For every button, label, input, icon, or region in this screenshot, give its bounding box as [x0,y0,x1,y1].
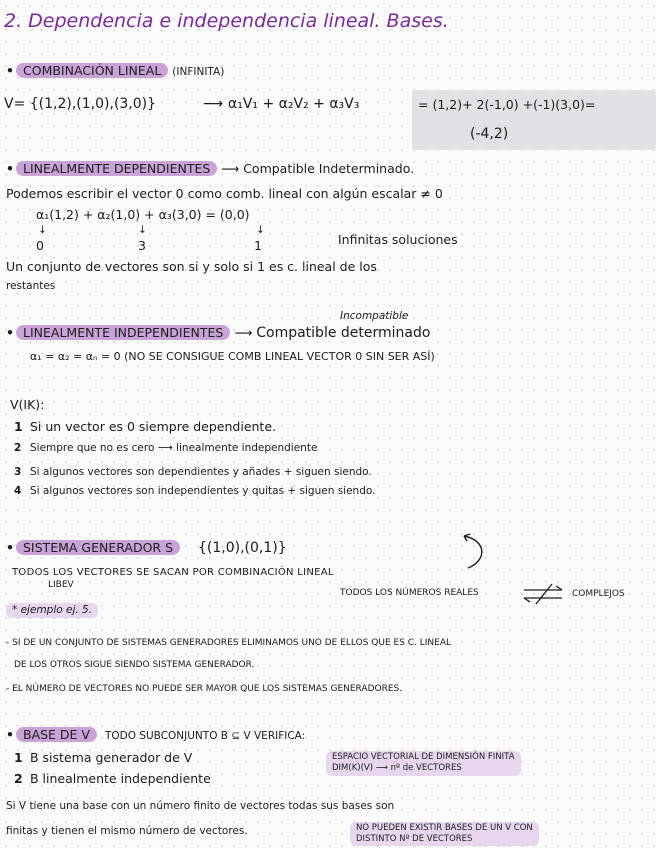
page-title: 2. Dependencia e independencia lineal. Bases. [4,10,449,32]
dep-line2: Un conjunto de vectores son si y solo si 1 es c. lineal de los [6,259,377,274]
gen-example: * ejemplo ej. 5. [6,603,98,618]
indep-header-row [6,325,430,343]
bullet: • [6,727,14,742]
dep-type: Compatible Indeterminado. [243,161,415,176]
comb-header: COMBINACIÓN LINEAL [16,63,168,78]
indep-arrow: ⟶ [234,325,253,340]
down-arrow: ↓ [138,224,147,236]
props-header: V(IK): [10,397,45,412]
down-arrow: ↓ [256,224,265,236]
comb-note: (INFINITA) [172,66,225,78]
bases-box-line1: NO PUEDEN EXISTIR BASES DE UN V CON [356,823,533,833]
dep-line3: restantes [6,280,56,292]
indep-type: Compatible determinado [256,325,431,341]
base-intro: TODO SUBCONJUNTO B ⊆ V VERIFICA: [104,730,306,742]
comb-arrow: ⟶ [203,96,224,112]
prop-item-1: 1 Si un vector es 0 siempre dependiente. [14,419,276,434]
dep-val-1: 0 [36,238,44,253]
bullet: • [6,325,14,340]
gen-rule2: - EL NÚMERO DE VECTORES NO PUEDE SER MAYOR QUE LOS SISTEMAS GENERADORES. [6,684,403,694]
gen-line1: TODOS LOS VECTORES SE SACAN POR COMBINACIÓN LINEAL [12,567,334,578]
dep-val-3: 1 [254,238,262,253]
bases-box-line2: DISTINTO Nº DE VECTORES [356,834,473,845]
base-line2: finitas y tienen el mismo número de vectores. [6,825,248,837]
gen-header-row [6,540,287,558]
gen-rule1b: DE LOS OTROS SIGUE SIENDO SISTEMA GENERADOR. [14,660,255,670]
dimension-box-line2: DIM(K)(V) ⟶ nº de VECTORES [332,763,462,774]
comb-header-row [6,63,224,79]
prop-item-2: 2 Siempre que no es cero ⟶ linealmente independiente [14,442,318,454]
bases-box [350,822,539,846]
dep-header: LINEALMENTE DEPENDIENTES [16,161,217,176]
indep-header: LINEALMENTE INDEPENDIENTES [16,325,230,340]
dep-line1: Podemos escribir el vector 0 como comb. lineal con algún escalar ≠ 0 [6,186,443,201]
prop-item-3: 3 Si algunos vectores son dependientes y añades + siguen siendo. [14,466,372,478]
gen-reals: TODOS LOS NÚMEROS REALES [340,588,479,598]
dimension-box-line1: ESPACIO VECTORIAL DE DIMENSIÓN FINITA [332,752,515,762]
bullet: • [6,161,14,176]
base-cond-2: 2 B linealmente independiente [14,771,211,786]
down-arrow: ↓ [38,224,47,236]
comb-expr: α₁V₁ + α₂V₂ + α₃V₃ [228,96,360,112]
bullet: • [6,63,14,78]
gen-rule1a: - SI DE UN CONJUNTO DE SISTEMAS GENERADORES ELIMINAMOS UNO DE ELLOS QUE ES C. LINEAL [6,638,452,648]
gen-complex: COMPLEJOS [572,589,625,599]
curved-arrow [460,532,490,572]
base-line1: Si V tiene una base con un número finito de vectores todas sus bases son [6,800,395,812]
comb-result-2: (-4,2) [470,126,509,142]
dep-arrow: ⟶ [221,161,240,176]
gen-line1b: LIBEV [48,580,74,590]
dep-infinite: Infinitas soluciones [338,232,458,247]
base-cond-1: 1 B sistema generador de V [14,750,193,765]
bullet: • [6,540,14,555]
comb-set: V= {(1,2),(1,0),(3,0)} [4,96,157,112]
not-equivalent-arrows [522,584,566,606]
dimension-box [326,751,521,776]
comb-result-1: = (1,2)+ 2(-1,0) +(-1)(3,0)= [418,97,596,112]
indep-above: Incompatible [340,310,409,322]
gen-header: SISTEMA GENERADOR S [16,540,180,555]
prop-item-4: 4 Si algunos vectores son independientes y quitas + siguen siendo. [14,485,376,497]
dep-header-row [6,161,414,177]
base-header: BASE DE V [16,727,97,742]
gen-set: {(1,0),(0,1)} [198,540,287,556]
dep-eq: α₁(1,2) + α₂(1,0) + α₃(3,0) = (0,0) [36,207,250,222]
dep-val-2: 3 [138,238,146,253]
base-header-row [6,727,305,743]
indep-eq: α₁ = α₂ = αₙ = 0 (NO SE CONSIGUE COMB LINEAL VECTOR 0 SIN SER ASÍ) [30,350,435,363]
